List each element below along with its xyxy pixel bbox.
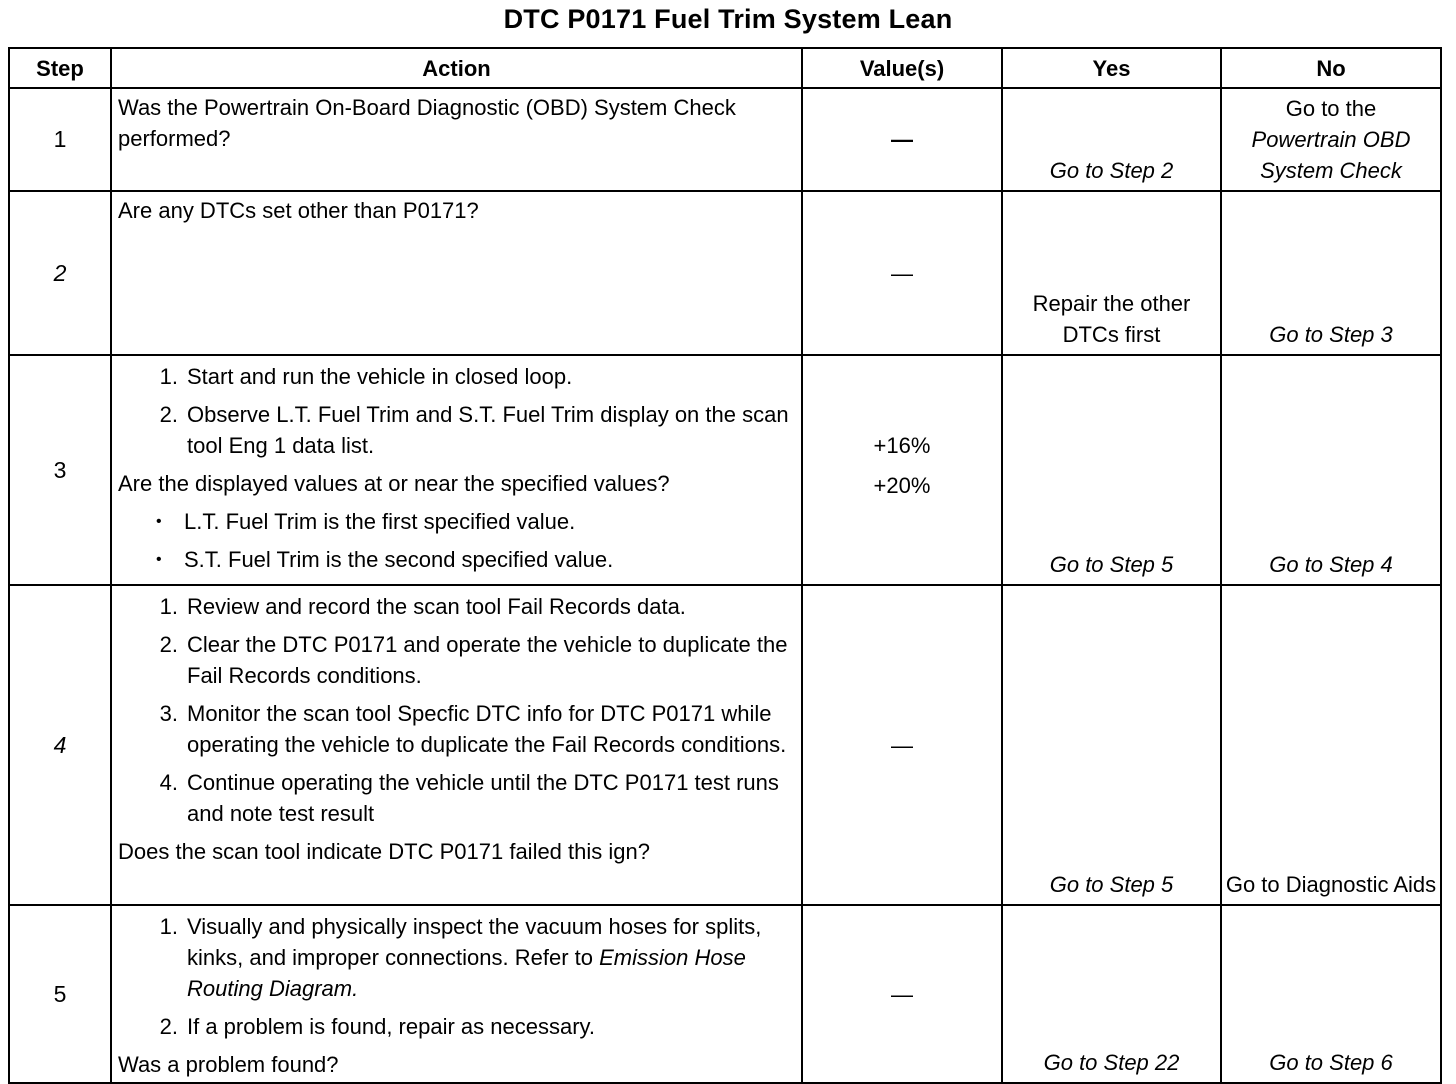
no-cell: Go to Diagnostic Aids [1221, 585, 1441, 905]
step-number: 2 [9, 191, 111, 355]
yes-cell: Go to Step 2 [1002, 88, 1221, 191]
no-cell [1221, 88, 1441, 191]
page-title: DTC P0171 Fuel Trim System Lean [503, 4, 953, 34]
table-row [9, 88, 1441, 191]
no-cell: Go to Step 4 [1221, 355, 1441, 585]
action-list [118, 361, 795, 461]
bullet-icon: • [156, 513, 162, 530]
yes-cell: Go to Step 5 [1002, 585, 1221, 905]
action-question: Was a problem found? [118, 1052, 339, 1077]
action-question: Was the Powertrain On-Board Diagnostic (OBD) System Check performed? [118, 95, 736, 151]
item-number: 1. [159, 364, 178, 389]
table-row [9, 585, 1441, 905]
value-dash: — [891, 732, 913, 758]
header-yes: Yes [1002, 48, 1221, 88]
diagnostic-table [8, 47, 1442, 1084]
item-number: 2. [159, 632, 178, 657]
action-cell [111, 585, 802, 905]
value-cell [802, 191, 1002, 355]
action-cell [111, 905, 802, 1083]
step-number: 4 [9, 585, 111, 905]
action-item: 2. If a problem is found, repair as necessary. [118, 1011, 795, 1042]
no-link: Powertrain OBD System Check [1251, 127, 1411, 183]
item-number: 2. [159, 1014, 178, 1039]
header-values: Value(s) [802, 48, 1002, 88]
action-item: 2. Clear the DTC P0171 and operate the vehicle to duplicate the Fail Records conditions. [118, 629, 795, 691]
step-number: 1 [9, 88, 111, 191]
value-dash: — [891, 127, 913, 152]
item-number: 1. [159, 594, 178, 619]
action-question: Are any DTCs set other than P0171? [118, 198, 479, 223]
table-row [9, 355, 1441, 585]
action-cell [111, 88, 802, 191]
action-item: 1. Visually and physically inspect the vacuum hoses for splits, kinks, and improper connections. Refer to Emission Hose Routing Diagram. [118, 911, 795, 1004]
value-cell [802, 585, 1002, 905]
value-st-fuel-trim: +20% [873, 473, 931, 498]
value-cell [802, 88, 1002, 191]
value-cell [802, 905, 1002, 1083]
no-text: Go to the [1285, 96, 1377, 121]
table-row [9, 191, 1441, 355]
item-number: 4. [159, 770, 178, 795]
item-number: 1. [159, 914, 178, 939]
header-step: Step [9, 48, 111, 88]
value-lt-fuel-trim: +16% [873, 433, 931, 458]
table-row [9, 905, 1441, 1083]
action-list [118, 911, 795, 1042]
header-row [9, 48, 1441, 88]
value-cell [802, 355, 1002, 585]
action-cell [111, 355, 802, 585]
yes-cell: Go to Step 5 [1002, 355, 1221, 585]
action-item: 1. Review and record the scan tool Fail Records data. [118, 591, 795, 622]
no-cell: Go to Step 6 [1221, 905, 1441, 1083]
bullet-item: • L.T. Fuel Trim is the first specified value. [118, 506, 795, 537]
header-action: Action [111, 48, 802, 88]
action-item: 2. Observe L.T. Fuel Trim and S.T. Fuel Trim display on the scan tool Eng 1 data list. [118, 399, 795, 461]
action-question: Are the displayed values at or near the specified values? [118, 471, 670, 496]
bullet-item: • S.T. Fuel Trim is the second specified value. [118, 544, 795, 575]
action-cell [111, 191, 802, 355]
action-question: Does the scan tool indicate DTC P0171 failed this ign? [118, 839, 650, 864]
value-dash: — [891, 260, 913, 286]
action-list [118, 591, 795, 829]
header-no: No [1221, 48, 1441, 88]
item-number: 3. [159, 701, 178, 726]
bullet-list [118, 506, 795, 575]
no-cell: Go to Step 3 [1221, 191, 1441, 355]
action-item: 3. Monitor the scan tool Specfic DTC info for DTC P0171 while operating the vehicle to duplicate the Fail Records conditions. [118, 698, 795, 760]
bullet-icon: • [156, 551, 162, 568]
step-number: 5 [9, 905, 111, 1083]
reference-link: Emission Hose Routing Diagram. [187, 945, 746, 1001]
action-item: 1. Start and run the vehicle in closed loop. [118, 361, 795, 392]
item-number: 2. [159, 402, 178, 427]
step-number: 3 [9, 355, 111, 585]
action-item: 4. Continue operating the vehicle until the DTC P0171 test runs and note test result [118, 767, 795, 829]
yes-cell: Repair the other DTCs first [1002, 191, 1221, 355]
yes-cell: Go to Step 22 [1002, 905, 1221, 1083]
value-dash: — [891, 981, 913, 1007]
